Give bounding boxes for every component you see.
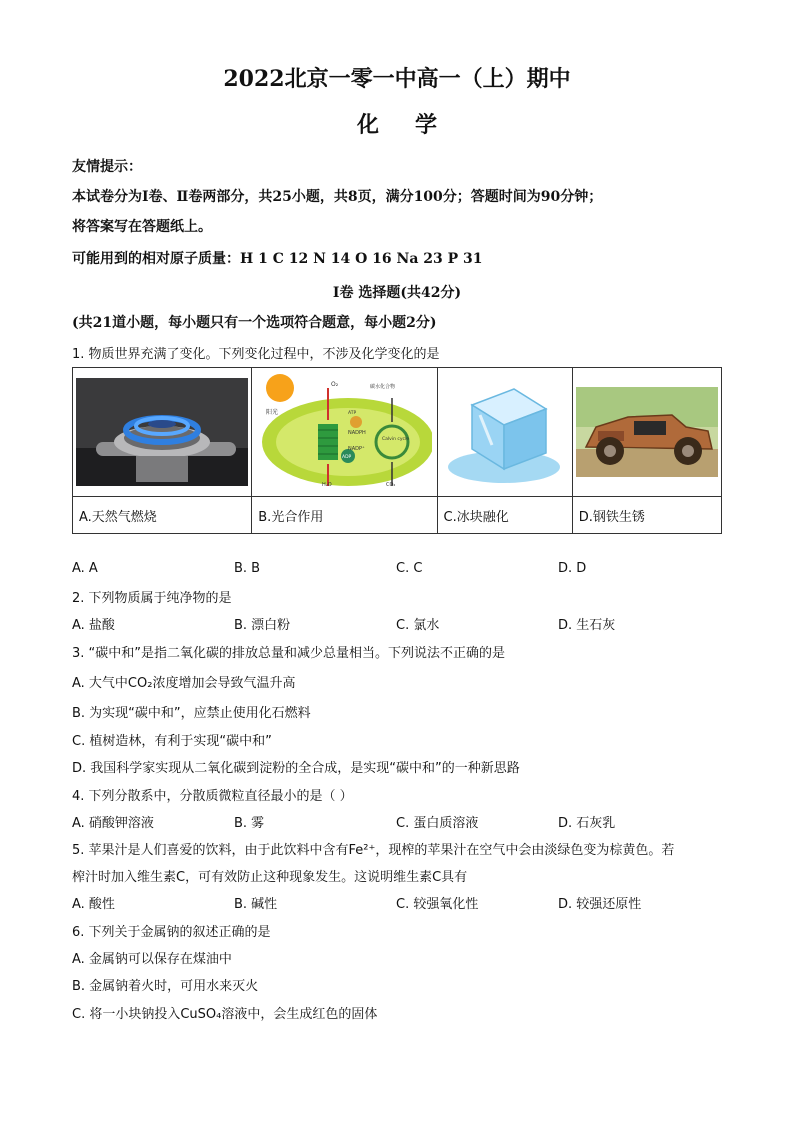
photosynthesis-diagram <box>256 374 432 490</box>
section-instruction: (共21道小题，每小题只有一个选项符合题意，每小题2分) <box>72 315 437 331</box>
cell-rusty-car <box>572 368 721 497</box>
q1-option-d[interactable]: D. D <box>558 561 587 576</box>
label-h2o: H₂O <box>322 482 333 488</box>
q6-option-a[interactable]: A. 金属钠可以保存在煤油中 <box>72 952 232 967</box>
label-co2: CO₂ <box>386 482 396 488</box>
label-calvin-cycle: Calvin cycle <box>382 437 410 442</box>
q6-option-b[interactable]: B. 金属钠着火时，可用水来灭火 <box>72 979 259 994</box>
q1-option-a[interactable]: A. A <box>72 561 98 576</box>
q4-option-b[interactable]: B. 雾 <box>234 816 265 831</box>
q4-stem: 4. 下列分散系中，分散质微粒直径最小的是（ ） <box>72 789 353 804</box>
q3-option-b[interactable]: B. 为实现“碳中和”，应禁止使用化石燃料 <box>72 706 311 721</box>
q4-option-a[interactable]: A. 硝酸钾溶液 <box>72 816 154 831</box>
label-c: C.冰块融化 <box>437 497 572 534</box>
q4-option-c[interactable]: C. 蛋白质溶液 <box>396 816 479 831</box>
label-adp: ADP <box>342 455 352 460</box>
q5-stem-line-1: 5. 苹果汁是人们喜爱的饮料，由于此饮料中含有Fe²⁺，现榨的苹果汁在空气中会由淡绿色变为棕黄色。若 <box>72 843 675 858</box>
label-a: A.天然气燃烧 <box>73 497 252 534</box>
rusty-car-image <box>576 387 718 477</box>
section-title: Ⅰ卷 选择题(共42分) <box>332 285 462 301</box>
label-sunlight: 阳光 <box>266 409 279 416</box>
q2-option-d[interactable]: D. 生石灰 <box>558 618 616 633</box>
q1-option-c[interactable]: C. C <box>396 561 423 576</box>
notice-heading: 友情提示： <box>72 159 142 175</box>
notice-line-1: 本试卷分为Ⅰ卷、Ⅱ卷两部分，共25小题，共8页，满分100分；答题时间为90分钟； <box>72 189 603 205</box>
q3-stem: 3. “碳中和”是指二氧化碳的排放总量和减少总量相当。下列说法不正确的是 <box>72 646 506 661</box>
q5-stem-line-2: 榨汁时加入维生素C，可有效防止这种现象发生。这说明维生素C具有 <box>72 870 468 885</box>
q3-option-d[interactable]: D. 我国科学家实现从二氧化碳到淀粉的全合成，是实现“碳中和”的一种新思路 <box>72 761 520 776</box>
label-carbohydrate: 碳水化合物 <box>370 384 396 390</box>
q2-option-c[interactable]: C. 氯水 <box>396 618 440 633</box>
q3-option-a[interactable]: A. 大气中CO₂浓度增加会导致气温升高 <box>72 676 296 691</box>
q5-option-d[interactable]: D. 较强还原性 <box>558 897 642 912</box>
cell-gas-burner <box>73 368 252 497</box>
cell-ice-cube <box>437 368 572 497</box>
q3-option-c[interactable]: C. 植树造林，有利于实现“碳中和” <box>72 734 272 749</box>
q1-image-table <box>72 367 722 534</box>
label-b: B.光合作用 <box>252 497 437 534</box>
q2-stem: 2. 下列物质属于纯净物的是 <box>72 591 232 606</box>
q5-option-b[interactable]: B. 碱性 <box>234 897 278 912</box>
q5-option-a[interactable]: A. 酸性 <box>72 897 115 912</box>
label-nadp: NADP⁺ <box>348 446 366 452</box>
exam-title: 2022北京一零一中高一（上）期中 <box>223 66 571 92</box>
subject-title: 化学 <box>356 112 473 138</box>
q2-option-a[interactable]: A. 盐酸 <box>72 618 115 633</box>
q4-option-d[interactable]: D. 石灰乳 <box>558 816 616 831</box>
cell-photosynthesis <box>252 368 437 497</box>
label-nadph: NADPH <box>348 430 367 436</box>
q6-stem: 6. 下列关于金属钠的叙述正确的是 <box>72 925 271 940</box>
label-atp: ATP <box>348 411 357 416</box>
gas-burner-image <box>76 378 248 486</box>
label-o2: O₂ <box>331 381 339 388</box>
notice-line-2: 将答案写在答题纸上。 <box>72 219 212 235</box>
q1-stem: 1. 物质世界充满了变化。下列变化过程中，不涉及化学变化的是 <box>72 347 440 362</box>
ice-cube-image <box>442 375 568 489</box>
atomic-masses: 可能用到的相对原子质量：H 1 C 12 N 14 O 16 Na 23 P 31 <box>72 251 483 267</box>
label-d: D.钢铁生锈 <box>572 497 721 534</box>
q1-option-b[interactable]: B. B <box>234 561 261 576</box>
q6-option-c[interactable]: C. 将一小块钠投入CuSO₄溶液中，会生成红色的固体 <box>72 1007 378 1022</box>
q2-option-b[interactable]: B. 漂白粉 <box>234 618 291 633</box>
q5-option-c[interactable]: C. 较强氧化性 <box>396 897 479 912</box>
